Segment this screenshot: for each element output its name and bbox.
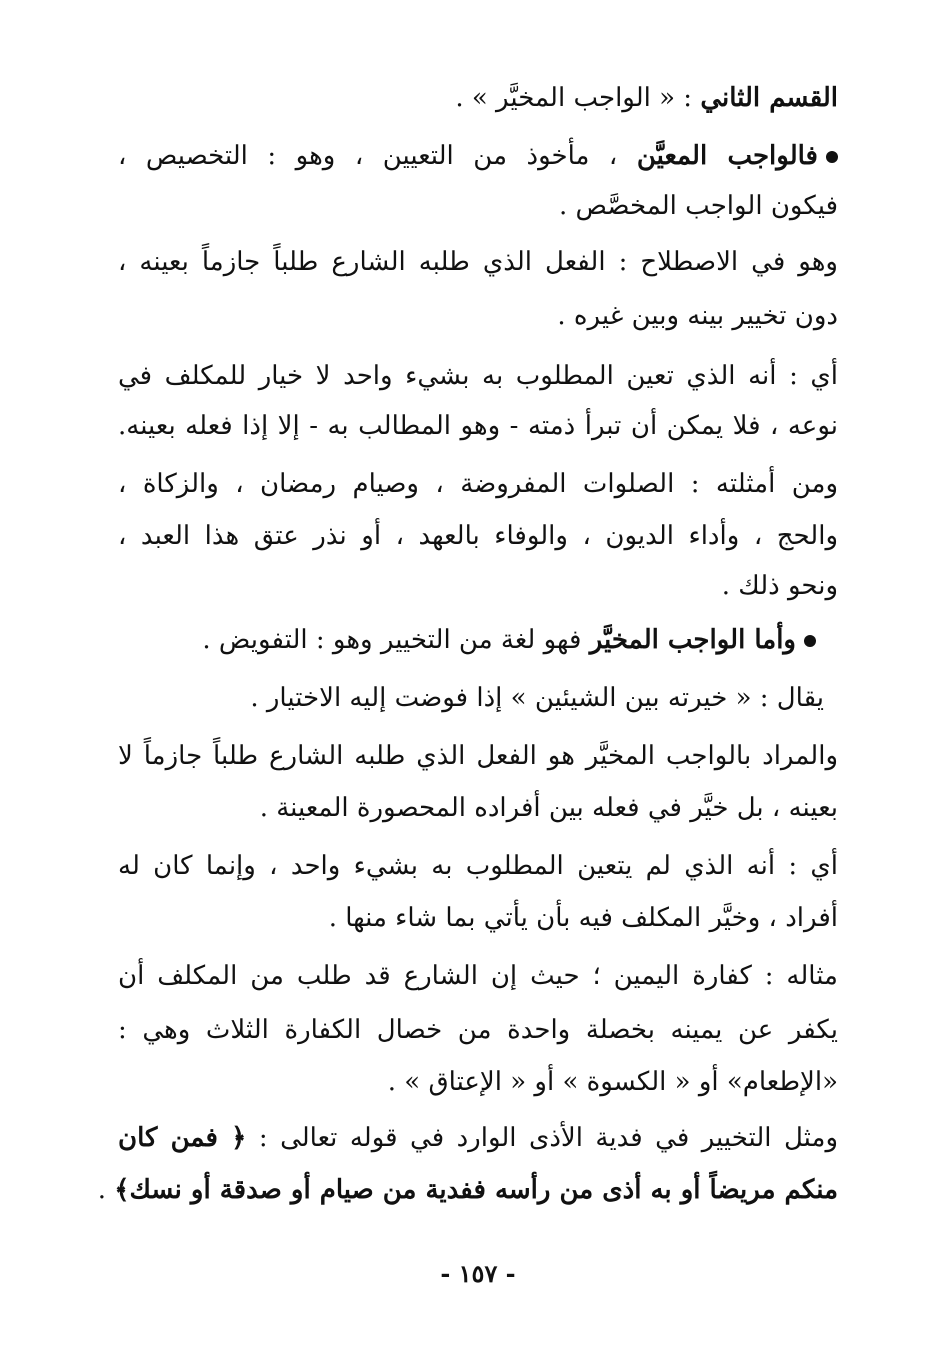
page-body [97, 60, 839, 1320]
paragraph-line: نوعه ، فلا يمكن أن تبرأ ذمته - وهو المطالب به - إلا إذا فعله بعينه. [118, 411, 838, 441]
paragraph-line [202, 620, 816, 660]
paragraph-line: والحج ، وأداء الديون ، والوفاء بالعهد ، أو نذر عتق هذا العبد ، [118, 521, 838, 551]
quran-verse: منكم مريضاً أو به أذى من رأسه ففدية من صيام أو صدقة أو نسك﴾ [114, 1175, 838, 1205]
bullet-icon [826, 151, 838, 163]
paragraph-line [118, 136, 838, 176]
paragraph-line: أفراد ، وخيَّر المكلف فيه بأن يأتي بما شاء منها . [328, 903, 838, 933]
section-heading [455, 78, 838, 118]
paragraph-line [118, 1118, 838, 1158]
paragraph-line: يقال : « خيرته بين الشيئين » إذا فوضت إليه الاختيار . [250, 683, 824, 713]
paragraph-line: دون تخيير بينه وبين غيره . [557, 301, 838, 331]
paragraph-text: ومثل التخيير في فدية الأذى الوارد في قوله تعالى : [246, 1123, 839, 1153]
paragraph-line: وهو في الاصطلاح : الفعل الذي طلبه الشارع طلباً جازماً بعينه ، [118, 247, 838, 277]
quran-verse: ﴿ فمن كان [118, 1123, 247, 1153]
paragraph-line: «الإطعام» أو « الكسوة » أو « الإعتاق » . [387, 1067, 838, 1097]
paragraph-line: فيكون الواجب المخصَّص . [559, 191, 838, 221]
section-title: القسم الثاني [700, 83, 838, 113]
paragraph-line: مثاله : كفارة اليمين ؛ حيث إن الشارع قد طلب من المكلف أن [118, 961, 838, 991]
paragraph-line: والمراد بالواجب المخيَّر هو الفعل الذي طلبه الشارع طلباً جازماً لا [118, 741, 838, 771]
paragraph-text: ، مأخوذ من التعيين ، وهو : التخصيص ، [118, 141, 637, 171]
term-bold: وأما الواجب المخيَّر [589, 625, 796, 655]
term-bold: فالواجب المعيَّن [636, 141, 818, 171]
paragraph-line: أي : أنه الذي تعين المطلوب به بشيء واحد لا خيار للمكلف في [118, 361, 838, 391]
paragraph-line: ونحو ذلك . [721, 571, 838, 601]
paragraph-line: ومن أمثلته : الصلوات المفروضة ، وصيام رمضان ، والزكاة ، [118, 469, 838, 499]
paragraph-line: أي : أنه الذي لم يتعين المطلوب به بشيء واحد ، وإنما كان له [118, 851, 838, 881]
paragraph-text: فهو لغة من التخيير وهو : التفويض . [202, 625, 590, 655]
paragraph-line: بعينه ، بل خيَّر في فعله بين أفراده المحصورة المعينة . [259, 793, 838, 823]
bullet-icon [804, 635, 816, 647]
page-number: - ١٥٧ - [440, 1259, 516, 1288]
paragraph-text: . [97, 1175, 115, 1205]
paragraph-line: يكفر عن يمينه بخصلة واحدة من خصال الكفارة الثلاث وهي : [118, 1015, 838, 1045]
section-subtitle: : « الواجب المخيَّر » . [455, 83, 701, 113]
paragraph-line [98, 1170, 838, 1210]
